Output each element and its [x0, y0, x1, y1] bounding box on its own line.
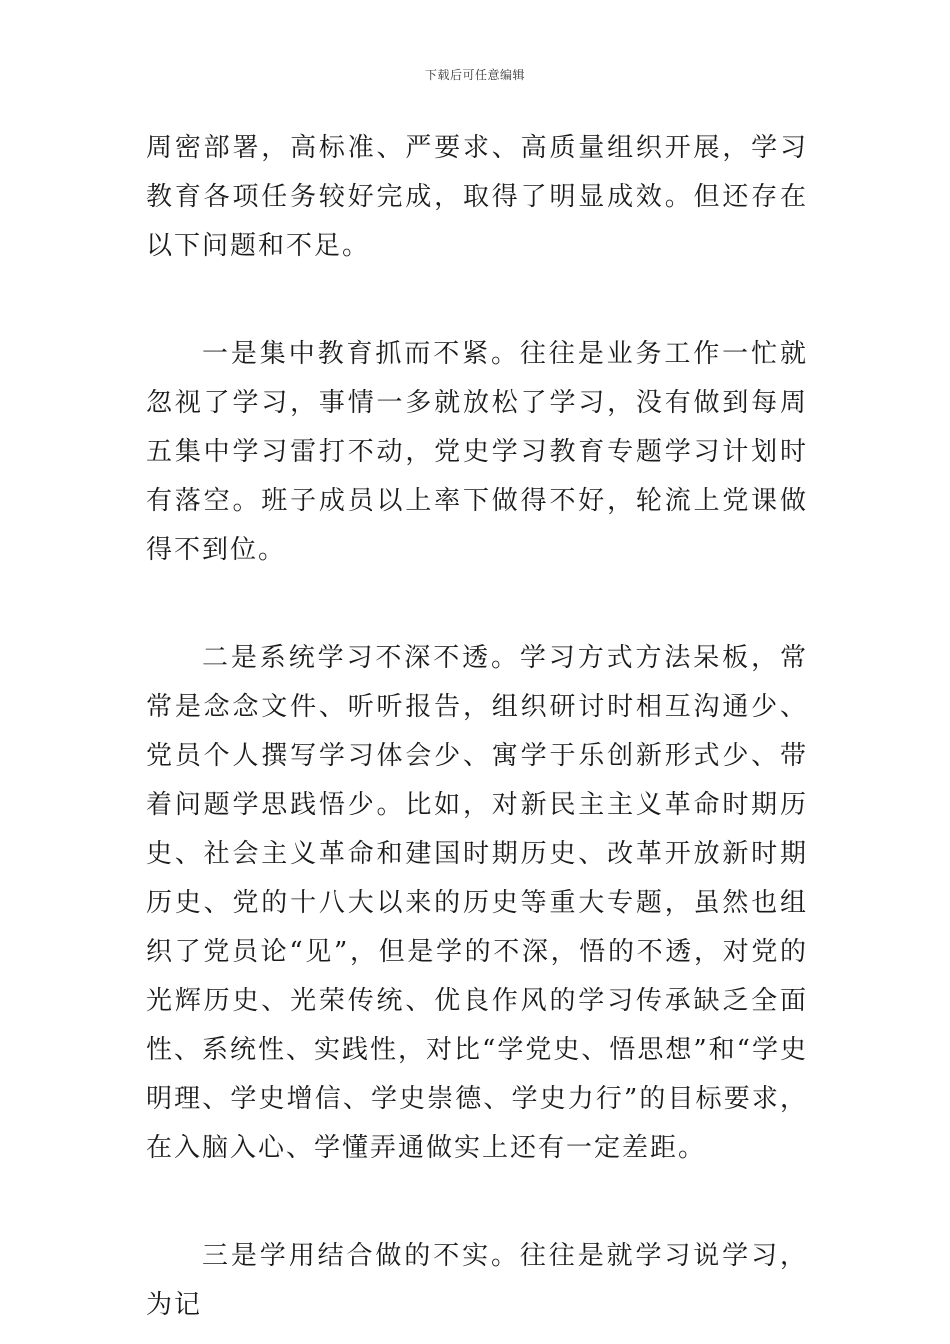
paragraph-intro-continuation: 周密部署，高标准、严要求、高质量组织开展，学习教育各项任务较好完成，取得了明显成效。但还存在以下问题和不足。 — [146, 133, 808, 261]
paragraph-gap — [146, 1173, 808, 1232]
paragraph-point-one: 一是集中教育抓而不紧。往往是业务工作一忙就忽视了学习，事情一多就放松了学习，没有做到每周五集中学习雷打不动，党史学习教育专题学习计划时有落空。班子成员以上率下做得不好，轮流上党课做得不到位。 — [146, 339, 808, 565]
paragraph-point-three: 三是学用结合做的不实。往往是就学习说学习，为记 — [146, 1241, 808, 1320]
paragraph-gap — [146, 271, 808, 330]
paragraph-gap — [146, 575, 808, 634]
paragraph-point-two: 二是系统学习不深不透。学习方式方法呆板，常常是念念文件、听听报告，组织研讨时相互沟通少、党员个人撰写学习体会少、寓学于乐创新形式少、带着问题学思践悟少。比如，对新民主主义革命时期历史、社会主义革命和建国时期历史、改革开放新时期历史、党的十八大以来的历史等重大专题，虽然也组织了党员论“见”，但是学的不深，悟的不透，对党的光辉历史、光荣传统、优良作风的学习传承缺乏全面性、系统性、实践性，对比“学党史、悟思想”和“学史明理、学史增信、学史崇德、学史力行”的目标要求，在入脑入心、学懂弄通做实上还有一定差距。 — [146, 643, 808, 1163]
header-note: 下载后可任意编辑 — [424, 68, 525, 82]
document-body — [146, 124, 808, 1330]
